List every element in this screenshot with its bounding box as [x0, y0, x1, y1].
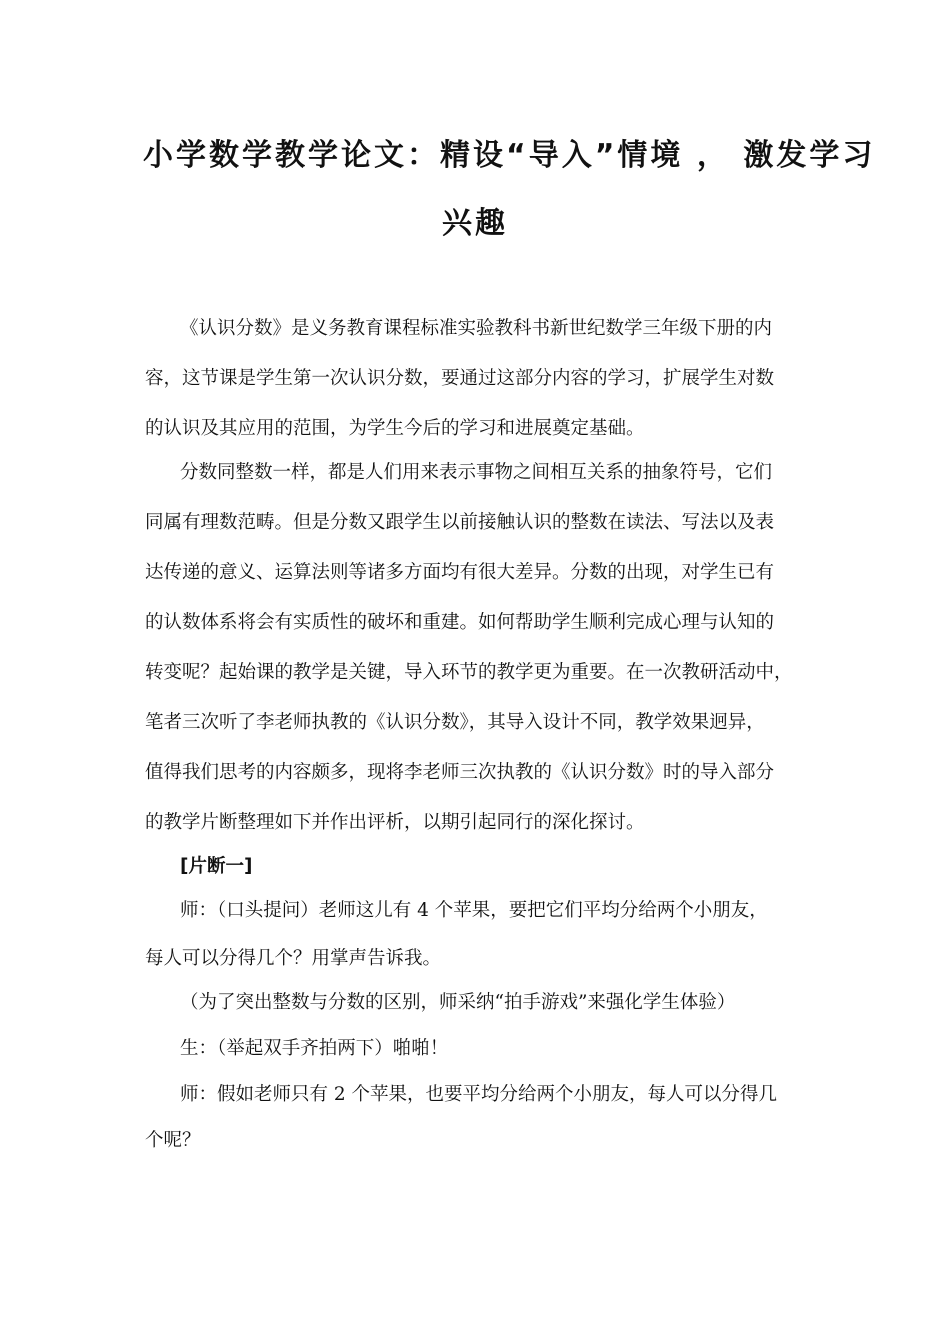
paragraph-line: 的认数体系将会有实质性的破坏和重建。如何帮助学生顺利完成心理与认知的 [145, 612, 775, 633]
paragraph-line: 的认识及其应用的范围，为学生今后的学习和进展奠定基础。 [145, 418, 645, 439]
paragraph-line: 笔者三次听了李老师执教的《认识分数》，其导入设计不同，教学效果迥异， [145, 712, 765, 733]
paragraph-line: 值得我们思考的内容颇多，现将李老师三次执教的《认识分数》时的导入部分 [145, 762, 775, 783]
paragraph-line: 《认识分数》是义务教育课程标准实验教科书新世纪数学三年级下册的内 [180, 318, 773, 339]
paragraph-line: 师：（口头提问）老师这儿有 4 个苹果，要把它们平均分给两个小朋友， [180, 900, 768, 921]
document-title-line-2: 兴趣 [442, 206, 508, 241]
paragraph-line: 师：假如老师只有 2 个苹果，也要平均分给两个小朋友，每人可以分得几 [180, 1084, 778, 1105]
paragraph-line: 同属有理数范畴。但是分数又跟学生以前接触认识的整数在读法、写法以及表 [145, 512, 775, 533]
paragraph-line: 个呢？ [145, 1130, 201, 1151]
paragraph-line: 每人可以分得几个？用掌声告诉我。 [145, 948, 442, 969]
section-heading: [片断一] [180, 856, 253, 877]
document-title-line-1: 小学数学教学论文：精设“导入”情境 ， 激发学习 [143, 138, 876, 173]
paragraph-line: 转变呢？起始课的教学是关键，导入环节的教学更为重要。在一次教研活动中， [145, 662, 793, 683]
paragraph-line: 的教学片断整理如下并作出评析，以期引起同行的深化探讨。 [145, 812, 645, 833]
paragraph-line: 分数同整数一样，都是人们用来表示事物之间相互关系的抽象符号，它们 [180, 462, 773, 483]
paragraph-line: （为了突出整数与分数的区别，师采纳“拍手游戏”来强化学生体验） [180, 992, 736, 1013]
paragraph-line: 达传递的意义、运算法则等诸多方面均有很大差异。分数的出现，对学生已有 [145, 562, 775, 583]
paragraph-line: 容，这节课是学生第一次认识分数，要通过这部分内容的学习，扩展学生对数 [145, 368, 775, 389]
paragraph-line: 生：（举起双手齐拍两下）啪啪！ [180, 1038, 449, 1059]
